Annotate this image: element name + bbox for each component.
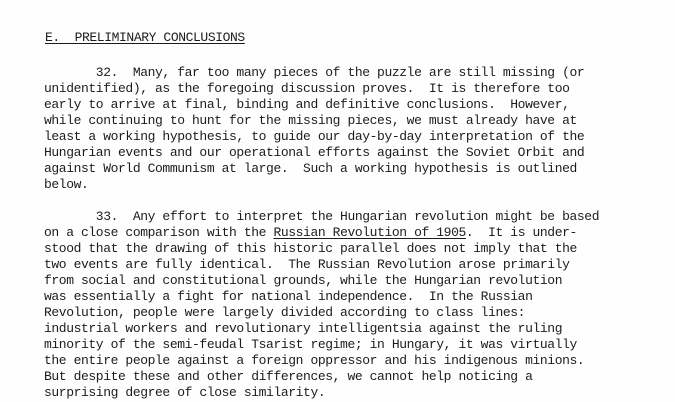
paragraph-line: surprising degree of close similarity. [44, 385, 326, 400]
paragraph-line: Revolution, people were largely divided according to class lines: [44, 305, 526, 320]
paragraph-line: least a working hypothesis, to guide our day-by-day interpretation of the [44, 129, 585, 144]
paragraph-line: minority of the semi-feudal Tsarist regime; in Hungary, it was virtually [44, 337, 577, 352]
paragraph-line: from social and constitutional grounds, while the Hungarian revolution [44, 273, 563, 288]
paragraph-line: was essentially a fight for national independence. In the Russian [44, 289, 533, 304]
paragraph-line: the entire people against a foreign oppressor and his indigenous minions. [44, 353, 585, 368]
underlined-phrase: Russian Revolution of 1905 [273, 225, 466, 240]
section-heading: E. PRELIMINARY CONCLUSIONS [45, 30, 245, 45]
paragraph-line: early to arrive at final, binding and definitive conclusions. However, [44, 97, 570, 112]
paragraph-line: stood that the drawing of this historic parallel does not imply that the [44, 241, 577, 256]
paragraph-33 [44, 209, 644, 401]
paragraph-line: But despite these and other differences, we cannot help noticing a [44, 369, 533, 384]
paragraph-32 [44, 65, 644, 193]
paragraph-line [44, 225, 644, 241]
paragraph-text: . It is under- [465, 225, 577, 240]
paragraph-line: Hungarian events and our operational efforts against the Soviet Orbit and [44, 145, 585, 160]
paragraph-line: industrial workers and revolutionary intelligentsia against the ruling [44, 321, 563, 336]
paragraph-line: below. [44, 177, 89, 192]
paragraph-line: against World Communism at large. Such a working hypothesis is outlined [44, 161, 577, 176]
paragraph-text: on a close comparison with the [44, 225, 274, 240]
paragraph-line: 32. Many, far too many pieces of the puzzle are still missing (or [44, 65, 585, 80]
paragraph-line: while continuing to hunt for the missing pieces, we must already have at [44, 113, 577, 128]
paragraph-line: two events are fully identical. The Russian Revolution arose primarily [44, 257, 570, 272]
paragraph-line: unidentified), as the foregoing discussion proves. It is therefore too [44, 81, 570, 96]
paragraph-line: 33. Any effort to interpret the Hungarian revolution might be based [44, 209, 600, 224]
